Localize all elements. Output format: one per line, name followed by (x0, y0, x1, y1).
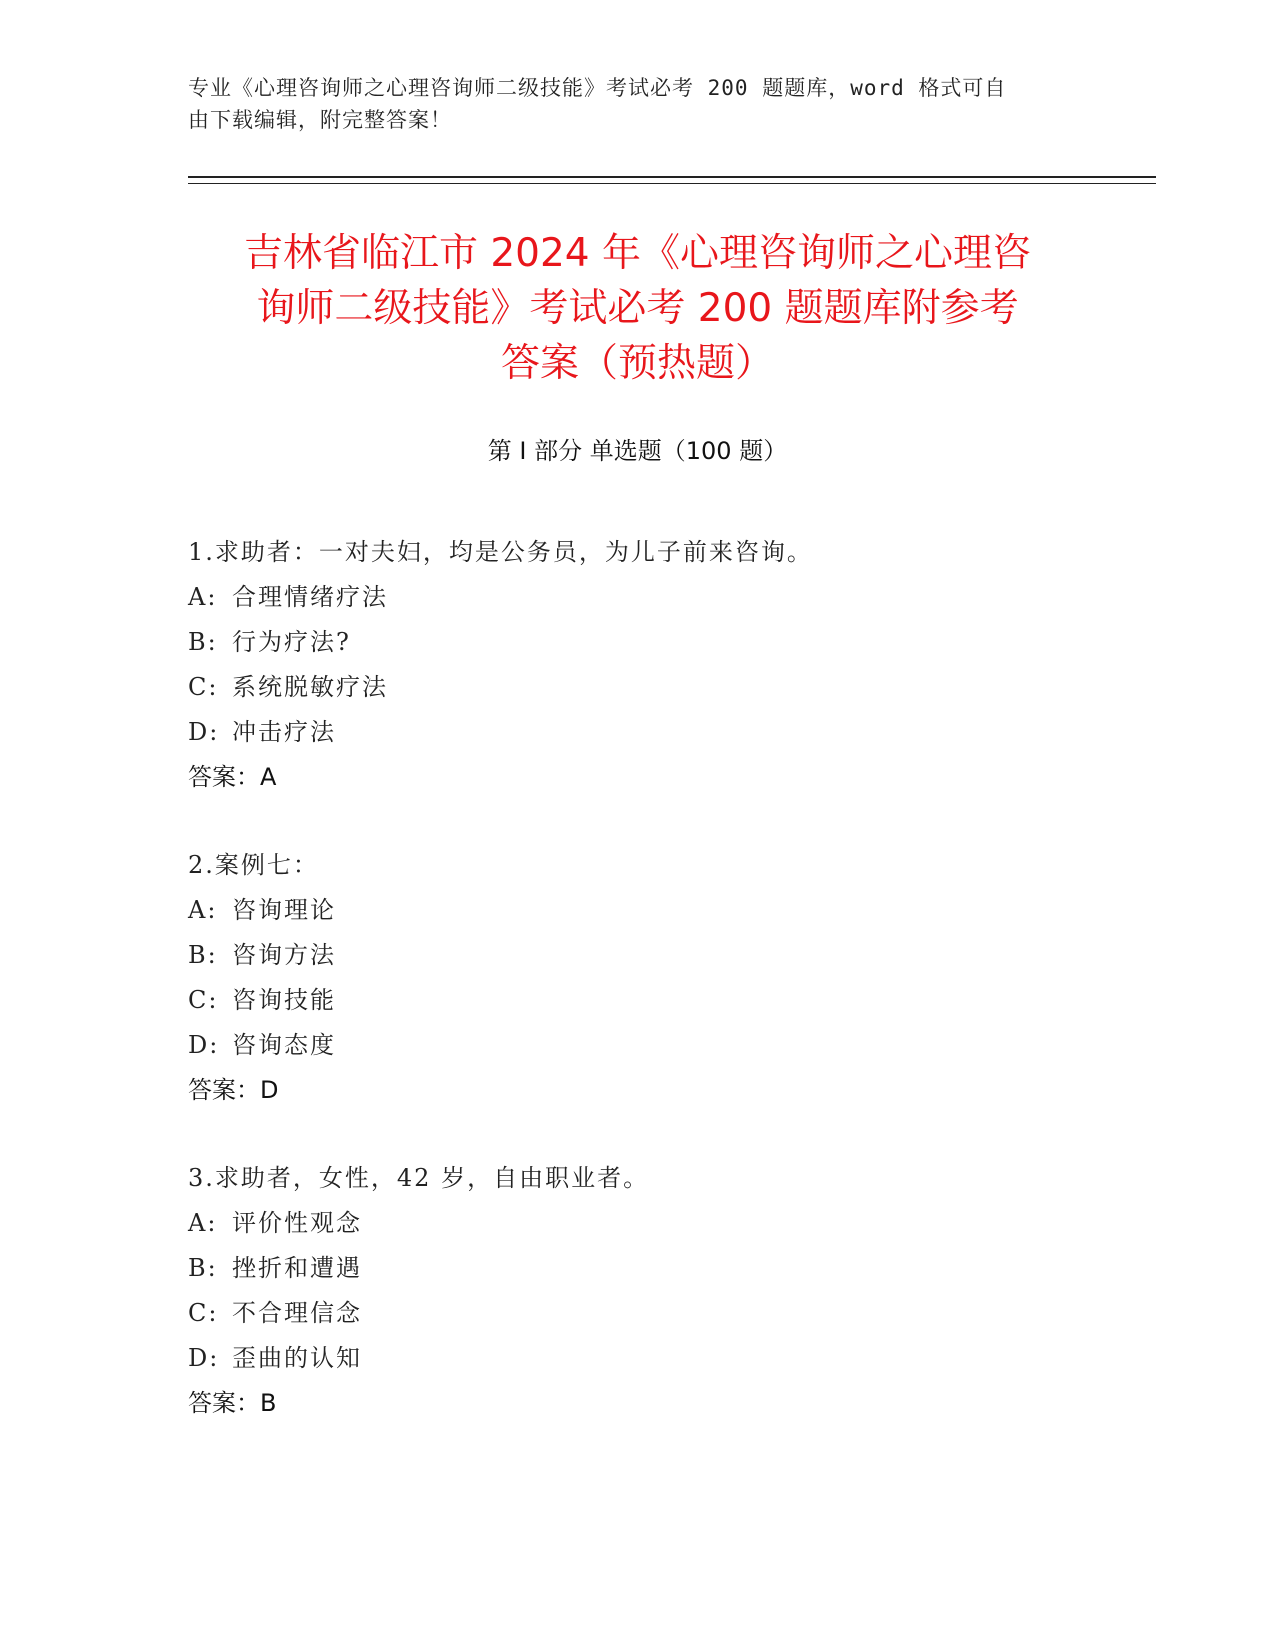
document-title (160, 226, 1115, 391)
option-d (188, 1023, 1148, 1068)
document-title-line-2: 询师二级技能》考试必考 200 题题库附参考 (256, 286, 1019, 331)
option-label: B: (188, 628, 218, 656)
answer: 答案：A (188, 763, 277, 791)
document-title-line-3: 答案（预热题） (500, 341, 774, 386)
question-list (188, 530, 1148, 1469)
question-stem: 1.求助者：一对夫妇，均是公务员，为儿子前来咨询。 (188, 538, 813, 566)
option-label: A: (188, 583, 218, 611)
option-label: C: (188, 986, 219, 1014)
option-text: 咨询理论 (232, 896, 336, 924)
section-heading: 第 I 部分 单选题（100 题） (487, 437, 788, 465)
question-stem: 2.案例七： (188, 851, 319, 879)
option-c (188, 1291, 1148, 1336)
option-c (188, 978, 1148, 1023)
answer: 答案：B (188, 1389, 277, 1417)
option-text: 咨询方法 (232, 941, 336, 969)
option-b (188, 1246, 1148, 1291)
option-text: 冲击疗法 (232, 718, 336, 746)
option-text: 歪曲的认知 (232, 1344, 362, 1372)
option-label: C: (188, 673, 219, 701)
question-1 (188, 530, 1148, 800)
header-divider-thick (188, 176, 1156, 178)
header-note-line-1: 专业《心理咨询师之心理咨询师二级技能》考试必考 200 题题库，word 格式可自 (188, 76, 1007, 100)
option-d (188, 1336, 1148, 1381)
option-label: C: (188, 1299, 219, 1327)
option-text: 咨询技能 (232, 986, 336, 1014)
option-b (188, 620, 1148, 665)
option-text: 咨询态度 (232, 1031, 336, 1059)
option-label: D: (188, 718, 220, 746)
option-text: 评价性观念 (232, 1209, 362, 1237)
option-a (188, 1201, 1148, 1246)
question-2 (188, 843, 1148, 1113)
question-3 (188, 1156, 1148, 1426)
header-note-line-2: 由下载编辑，附完整答案！ (188, 108, 452, 132)
option-text: 合理情绪疗法 (232, 583, 388, 611)
header-note (188, 72, 1068, 136)
option-label: D: (188, 1031, 220, 1059)
option-label: B: (188, 941, 218, 969)
option-a (188, 575, 1148, 620)
option-text: 不合理信念 (232, 1299, 362, 1327)
option-label: A: (188, 896, 218, 924)
option-c (188, 665, 1148, 710)
option-label: A: (188, 1209, 218, 1237)
option-text: 挫折和遭遇 (232, 1254, 362, 1282)
option-text: 系统脱敏疗法 (232, 673, 388, 701)
header-divider-thin (188, 183, 1156, 184)
option-a (188, 888, 1148, 933)
option-label: D: (188, 1344, 220, 1372)
option-label: B: (188, 1254, 218, 1282)
answer: 答案：D (188, 1076, 279, 1104)
document-title-line-1: 吉林省临江市 2024 年《心理咨询师之心理咨 (243, 231, 1032, 276)
question-stem: 3.求助者，女性，42 岁，自由职业者。 (188, 1164, 650, 1192)
option-b (188, 933, 1148, 978)
option-d (188, 710, 1148, 755)
option-text: 行为疗法? (232, 628, 351, 656)
